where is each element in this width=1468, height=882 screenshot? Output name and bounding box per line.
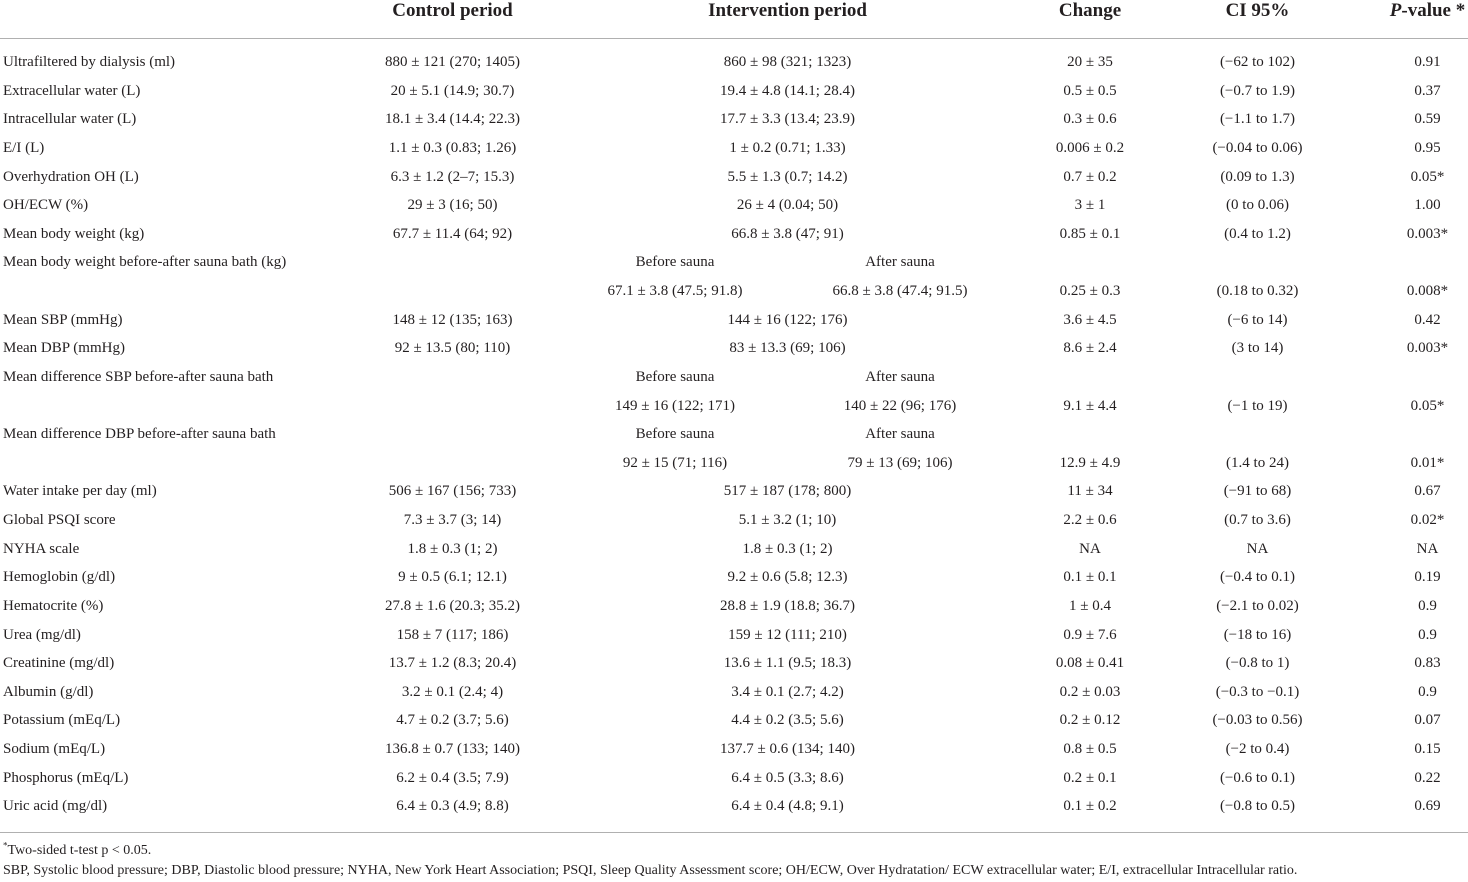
header-p-italic: P: [1389, 0, 1402, 21]
cell-intervention: 66.8 ± 3.8 (47; 91): [731, 225, 844, 242]
table-row: [0, 420, 1468, 449]
cell-p-value: 1.00: [1414, 197, 1441, 214]
cell-change: 0.7 ± 0.2: [1063, 168, 1117, 185]
cell-change: 0.9 ± 7.6: [1063, 626, 1117, 643]
cell-ci: (0 to 0.06): [1226, 197, 1289, 214]
cell-intervention: 860 ± 98 (321; 1323): [723, 54, 852, 70]
row-label: Phosphorus (mEq/L): [3, 769, 129, 786]
row-label: Mean DBP (mmHg): [3, 340, 125, 357]
cell-intervention: 83 ± 13.3 (69; 106): [729, 340, 846, 357]
cell-change: 0.1 ± 0.2: [1063, 798, 1117, 815]
cell-ci: (−0.03 to 0.56): [1212, 712, 1303, 729]
row-label: Mean difference DBP before-after sauna bath: [3, 426, 276, 443]
header-ci-95: CI 95%: [1225, 0, 1290, 21]
header-p-value: [1380, 0, 1468, 22]
row-label: Mean body weight before-after sauna bath (kg): [3, 254, 287, 271]
footnote-marker: *: [3, 840, 8, 851]
table-row: [0, 363, 1468, 392]
footnote-significance-text: Two-sided t-test p < 0.05.: [7, 843, 152, 858]
cell-intervention: 137.7 ± 0.6 (134; 140): [720, 741, 855, 758]
cell-intervention: 13.6 ± 1.1 (9.5; 18.3): [723, 655, 852, 672]
cell-change: 20 ± 35: [1067, 54, 1113, 70]
table-row: [0, 678, 1468, 707]
cell-control: 27.8 ± 1.6 (20.3; 35.2): [385, 597, 520, 614]
header-divider: [0, 38, 1468, 39]
cell-before-sauna: Before sauna: [635, 368, 715, 385]
cell-change: 0.08 ± 0.41: [1055, 655, 1125, 672]
row-label: Urea (mg/dl): [3, 626, 81, 643]
cell-after-sauna: 140 ± 22 (96; 176): [843, 397, 957, 414]
row-label: Extracellular water (L): [3, 82, 141, 99]
table-row: [0, 248, 1468, 277]
cell-intervention: 17.7 ± 3.3 (13.4; 23.9): [720, 111, 855, 128]
cell-intervention: 159 ± 12 (111; 210): [728, 626, 847, 643]
cell-p-value: 0.42: [1414, 311, 1441, 328]
table-row: [0, 392, 1468, 421]
footnote-abbreviations: SBP, Systolic blood pressure; DBP, Diastolic blood pressure; NYHA, New York Heart Association; PSQI, Sleep Quality Assessment score; OH/ECW, Over Hydratation/ ECW extracellular water; E/I, extracellular Intracellular ratio.: [3, 863, 1298, 878]
cell-change: NA: [1079, 540, 1101, 557]
cell-p-value: 0.9: [1418, 626, 1437, 643]
row-label: NYHA scale: [3, 540, 80, 557]
row-label: Intracellular water (L): [3, 111, 137, 128]
header-intervention-period: Intervention period: [708, 0, 867, 21]
row-label: Creatinine (mg/dl): [3, 655, 115, 672]
cell-p-value: 0.02*: [1410, 512, 1445, 529]
cell-control: 148 ± 12 (135; 163): [392, 311, 513, 328]
cell-intervention: 9.2 ± 0.6 (5.8; 12.3): [727, 569, 848, 586]
cell-p-value: 0.59: [1414, 111, 1441, 128]
cell-ci: (−62 to 102): [1219, 54, 1296, 70]
cell-control: 9 ± 0.5 (6.1; 12.1): [398, 569, 507, 586]
table-row: [0, 105, 1468, 134]
cell-p-value: 0.95: [1414, 139, 1441, 156]
row-label: Overhydration OH (L): [3, 168, 139, 185]
cell-change: 0.2 ± 0.1: [1063, 769, 1117, 786]
cell-p-value: 0.003*: [1406, 225, 1449, 242]
header-change: Change: [1058, 0, 1122, 21]
cell-p-value: 0.15: [1414, 741, 1441, 758]
row-label: Water intake per day (ml): [3, 483, 157, 500]
table-row: [0, 563, 1468, 592]
cell-change: 0.25 ± 0.3: [1059, 283, 1121, 300]
cell-change: 0.2 ± 0.12: [1059, 712, 1121, 729]
cell-change: 3 ± 1: [1074, 197, 1106, 214]
cell-ci: (−0.8 to 0.5): [1219, 798, 1296, 815]
cell-ci: (1.4 to 24): [1226, 454, 1289, 471]
cell-ci: (−1.1 to 1.7): [1219, 111, 1296, 128]
cell-p-value: 0.05*: [1410, 397, 1445, 414]
table-row: [0, 77, 1468, 106]
cell-ci: (−6 to 14): [1227, 311, 1288, 328]
cell-ci: (−2 to 0.4): [1225, 741, 1290, 758]
table-row: [0, 191, 1468, 220]
row-label: Global PSQI score: [3, 512, 116, 529]
table-row: [0, 220, 1468, 249]
cell-ci: (−0.04 to 0.06): [1212, 139, 1303, 156]
cell-change: 2.2 ± 0.6: [1063, 512, 1117, 529]
cell-control: 506 ± 167 (156; 733): [388, 483, 517, 500]
cell-change: 0.8 ± 0.5: [1063, 741, 1117, 758]
table-row: [0, 306, 1468, 335]
cell-change: 0.006 ± 0.2: [1055, 139, 1125, 156]
footnote-significance: [3, 842, 151, 860]
cell-control: 92 ± 13.5 (80; 110): [394, 340, 511, 357]
cell-p-value: 0.9: [1418, 597, 1437, 614]
header-control-period: Control period: [392, 0, 513, 21]
cell-change: 0.1 ± 0.1: [1063, 569, 1117, 586]
cell-p-value: 0.37: [1414, 82, 1441, 99]
table-row: [0, 735, 1468, 764]
cell-ci: (−2.1 to 0.02): [1216, 597, 1299, 614]
cell-p-value: 0.83: [1414, 655, 1441, 672]
cell-control: 20 ± 5.1 (14.9; 30.7): [390, 82, 515, 99]
cell-p-value: 0.003*: [1406, 340, 1449, 357]
table-row: [0, 134, 1468, 163]
row-label: Ultrafiltered by dialysis (ml): [3, 54, 176, 70]
cell-change: 0.2 ± 0.03: [1059, 683, 1121, 700]
cell-change: 12.9 ± 4.9: [1059, 454, 1121, 471]
cell-p-value: 0.9: [1418, 683, 1437, 700]
cell-intervention: 4.4 ± 0.2 (3.5; 5.6): [731, 712, 844, 729]
cell-intervention: 144 ± 16 (122; 176): [727, 311, 848, 328]
cell-intervention: 5.1 ± 3.2 (1; 10): [738, 512, 837, 529]
cell-intervention: 1 ± 0.2 (0.71; 1.33): [729, 139, 846, 156]
table-row: [0, 621, 1468, 650]
cell-ci: (−18 to 16): [1223, 626, 1292, 643]
cell-ci: (−1 to 19): [1227, 397, 1288, 414]
cell-intervention: 26 ± 4 (0.04; 50): [736, 197, 839, 214]
cell-before-sauna: 92 ± 15 (71; 116): [622, 454, 728, 471]
cell-after-sauna: 66.8 ± 3.8 (47.4; 91.5): [832, 283, 968, 300]
cell-change: 8.6 ± 2.4: [1063, 340, 1117, 357]
cell-control: 158 ± 7 (117; 186): [396, 626, 509, 643]
cell-ci: (0.18 to 0.32): [1216, 283, 1299, 300]
cell-control: 29 ± 3 (16; 50): [407, 197, 498, 214]
cell-intervention: 6.4 ± 0.5 (3.3; 8.6): [731, 769, 844, 786]
cell-control: 880 ± 121 (270; 1405): [385, 54, 520, 70]
cell-p-value: 0.91: [1414, 54, 1441, 70]
table-row: [0, 277, 1468, 306]
row-label: E/I (L): [3, 139, 45, 156]
cell-control: 1.8 ± 0.3 (1; 2): [407, 540, 498, 557]
cell-change: 11 ± 34: [1067, 483, 1113, 500]
cell-p-value: 0.22: [1414, 769, 1441, 786]
cell-change: 0.85 ± 0.1: [1059, 225, 1121, 242]
table-row: [0, 592, 1468, 621]
cell-control: 6.4 ± 0.3 (4.9; 8.8): [396, 798, 509, 815]
cell-ci: (−0.3 to −0.1): [1215, 683, 1300, 700]
table-row: [0, 506, 1468, 535]
cell-p-value: 0.008*: [1406, 283, 1449, 300]
table-row: [0, 477, 1468, 506]
table-row: [0, 764, 1468, 793]
cell-intervention: 6.4 ± 0.4 (4.8; 9.1): [731, 798, 844, 815]
cell-after-sauna: 79 ± 13 (69; 106): [847, 454, 953, 471]
row-label: Uric acid (mg/dl): [3, 798, 108, 815]
cell-ci: (−0.4 to 0.1): [1219, 569, 1296, 586]
cell-control: 6.3 ± 1.2 (2–7; 15.3): [390, 168, 515, 185]
cell-control: 13.7 ± 1.2 (8.3; 20.4): [388, 655, 517, 672]
cell-change: 0.5 ± 0.5: [1063, 82, 1117, 99]
cell-ci: (0.09 to 1.3): [1220, 168, 1295, 185]
row-label: Mean difference SBP before-after sauna bath: [3, 368, 274, 385]
cell-p-value: 0.19: [1414, 569, 1441, 586]
cell-p-value: 0.67: [1414, 483, 1441, 500]
cell-after-sauna: After sauna: [865, 426, 935, 443]
cell-change: 0.3 ± 0.6: [1063, 111, 1117, 128]
cell-after-sauna: After sauna: [865, 368, 935, 385]
cell-intervention: 1.8 ± 0.3 (1; 2): [742, 540, 833, 557]
row-label: Hemoglobin (g/dl): [3, 569, 116, 586]
cell-ci: (−0.7 to 1.9): [1219, 82, 1296, 99]
cell-control: 1.1 ± 0.3 (0.83; 1.26): [388, 139, 517, 156]
cell-before-sauna: 149 ± 16 (122; 171): [615, 397, 735, 414]
cell-change: 3.6 ± 4.5: [1063, 311, 1117, 328]
cell-intervention: 19.4 ± 4.8 (14.1; 28.4): [720, 82, 855, 99]
cell-control: 6.2 ± 0.4 (3.5; 7.9): [396, 769, 509, 786]
cell-p-value: 0.69: [1414, 798, 1441, 815]
table-row: [0, 48, 1468, 77]
cell-control: 7.3 ± 3.7 (3; 14): [403, 512, 502, 529]
cell-control: 3.2 ± 0.1 (2.4; 4): [401, 683, 504, 700]
table-bottom-divider: [0, 832, 1468, 833]
header-p-rest: -value *: [1401, 0, 1466, 21]
cell-p-value: 0.07: [1414, 712, 1441, 729]
table-row: [0, 334, 1468, 363]
cell-ci: NA: [1246, 540, 1269, 557]
cell-intervention: 3.4 ± 0.1 (2.7; 4.2): [731, 683, 844, 700]
row-label: OH/ECW (%): [3, 197, 89, 214]
cell-ci: (3 to 14): [1231, 340, 1284, 357]
table-row: [0, 163, 1468, 192]
cell-control: 67.7 ± 11.4 (64; 92): [392, 225, 513, 242]
cell-intervention: 28.8 ± 1.9 (18.8; 36.7): [720, 597, 855, 614]
cell-control: 136.8 ± 0.7 (133; 140): [385, 741, 520, 758]
row-label: Albumin (g/dl): [3, 683, 94, 700]
cell-ci: (−0.8 to 1): [1225, 655, 1290, 672]
cell-before-sauna: Before sauna: [635, 254, 715, 271]
cell-ci: (−91 to 68): [1223, 483, 1292, 500]
cell-intervention: 517 ± 187 (178; 800): [723, 483, 852, 500]
table-row: [0, 706, 1468, 735]
row-label: Sodium (mEq/L): [3, 741, 106, 758]
cell-intervention: 5.5 ± 1.3 (0.7; 14.2): [727, 168, 848, 185]
cell-p-value: NA: [1416, 540, 1439, 557]
cell-ci: (−0.6 to 0.1): [1219, 769, 1296, 786]
cell-change: 1 ± 0.4: [1069, 597, 1111, 614]
row-label: Mean SBP (mmHg): [3, 311, 123, 328]
table-row: [0, 792, 1468, 821]
row-label: Mean body weight (kg): [3, 225, 145, 242]
cell-ci: (0.4 to 1.2): [1224, 225, 1291, 242]
row-label: Potassium (mEq/L): [3, 712, 121, 729]
cell-p-value: 0.01*: [1410, 454, 1445, 471]
cell-control: 18.1 ± 3.4 (14.4; 22.3): [385, 111, 520, 128]
table-row: [0, 649, 1468, 678]
cell-before-sauna: 67.1 ± 3.8 (47.5; 91.8): [607, 283, 743, 300]
table-row: [0, 449, 1468, 478]
cell-after-sauna: After sauna: [865, 254, 935, 271]
cell-control: 4.7 ± 0.2 (3.7; 5.6): [396, 712, 509, 729]
cell-change: 9.1 ± 4.4: [1063, 397, 1117, 414]
cell-ci: (0.7 to 3.6): [1224, 512, 1291, 529]
cell-before-sauna: Before sauna: [635, 426, 715, 443]
row-label: Hematocrite (%): [3, 597, 104, 614]
table-row: [0, 535, 1468, 564]
cell-p-value: 0.05*: [1410, 168, 1445, 185]
